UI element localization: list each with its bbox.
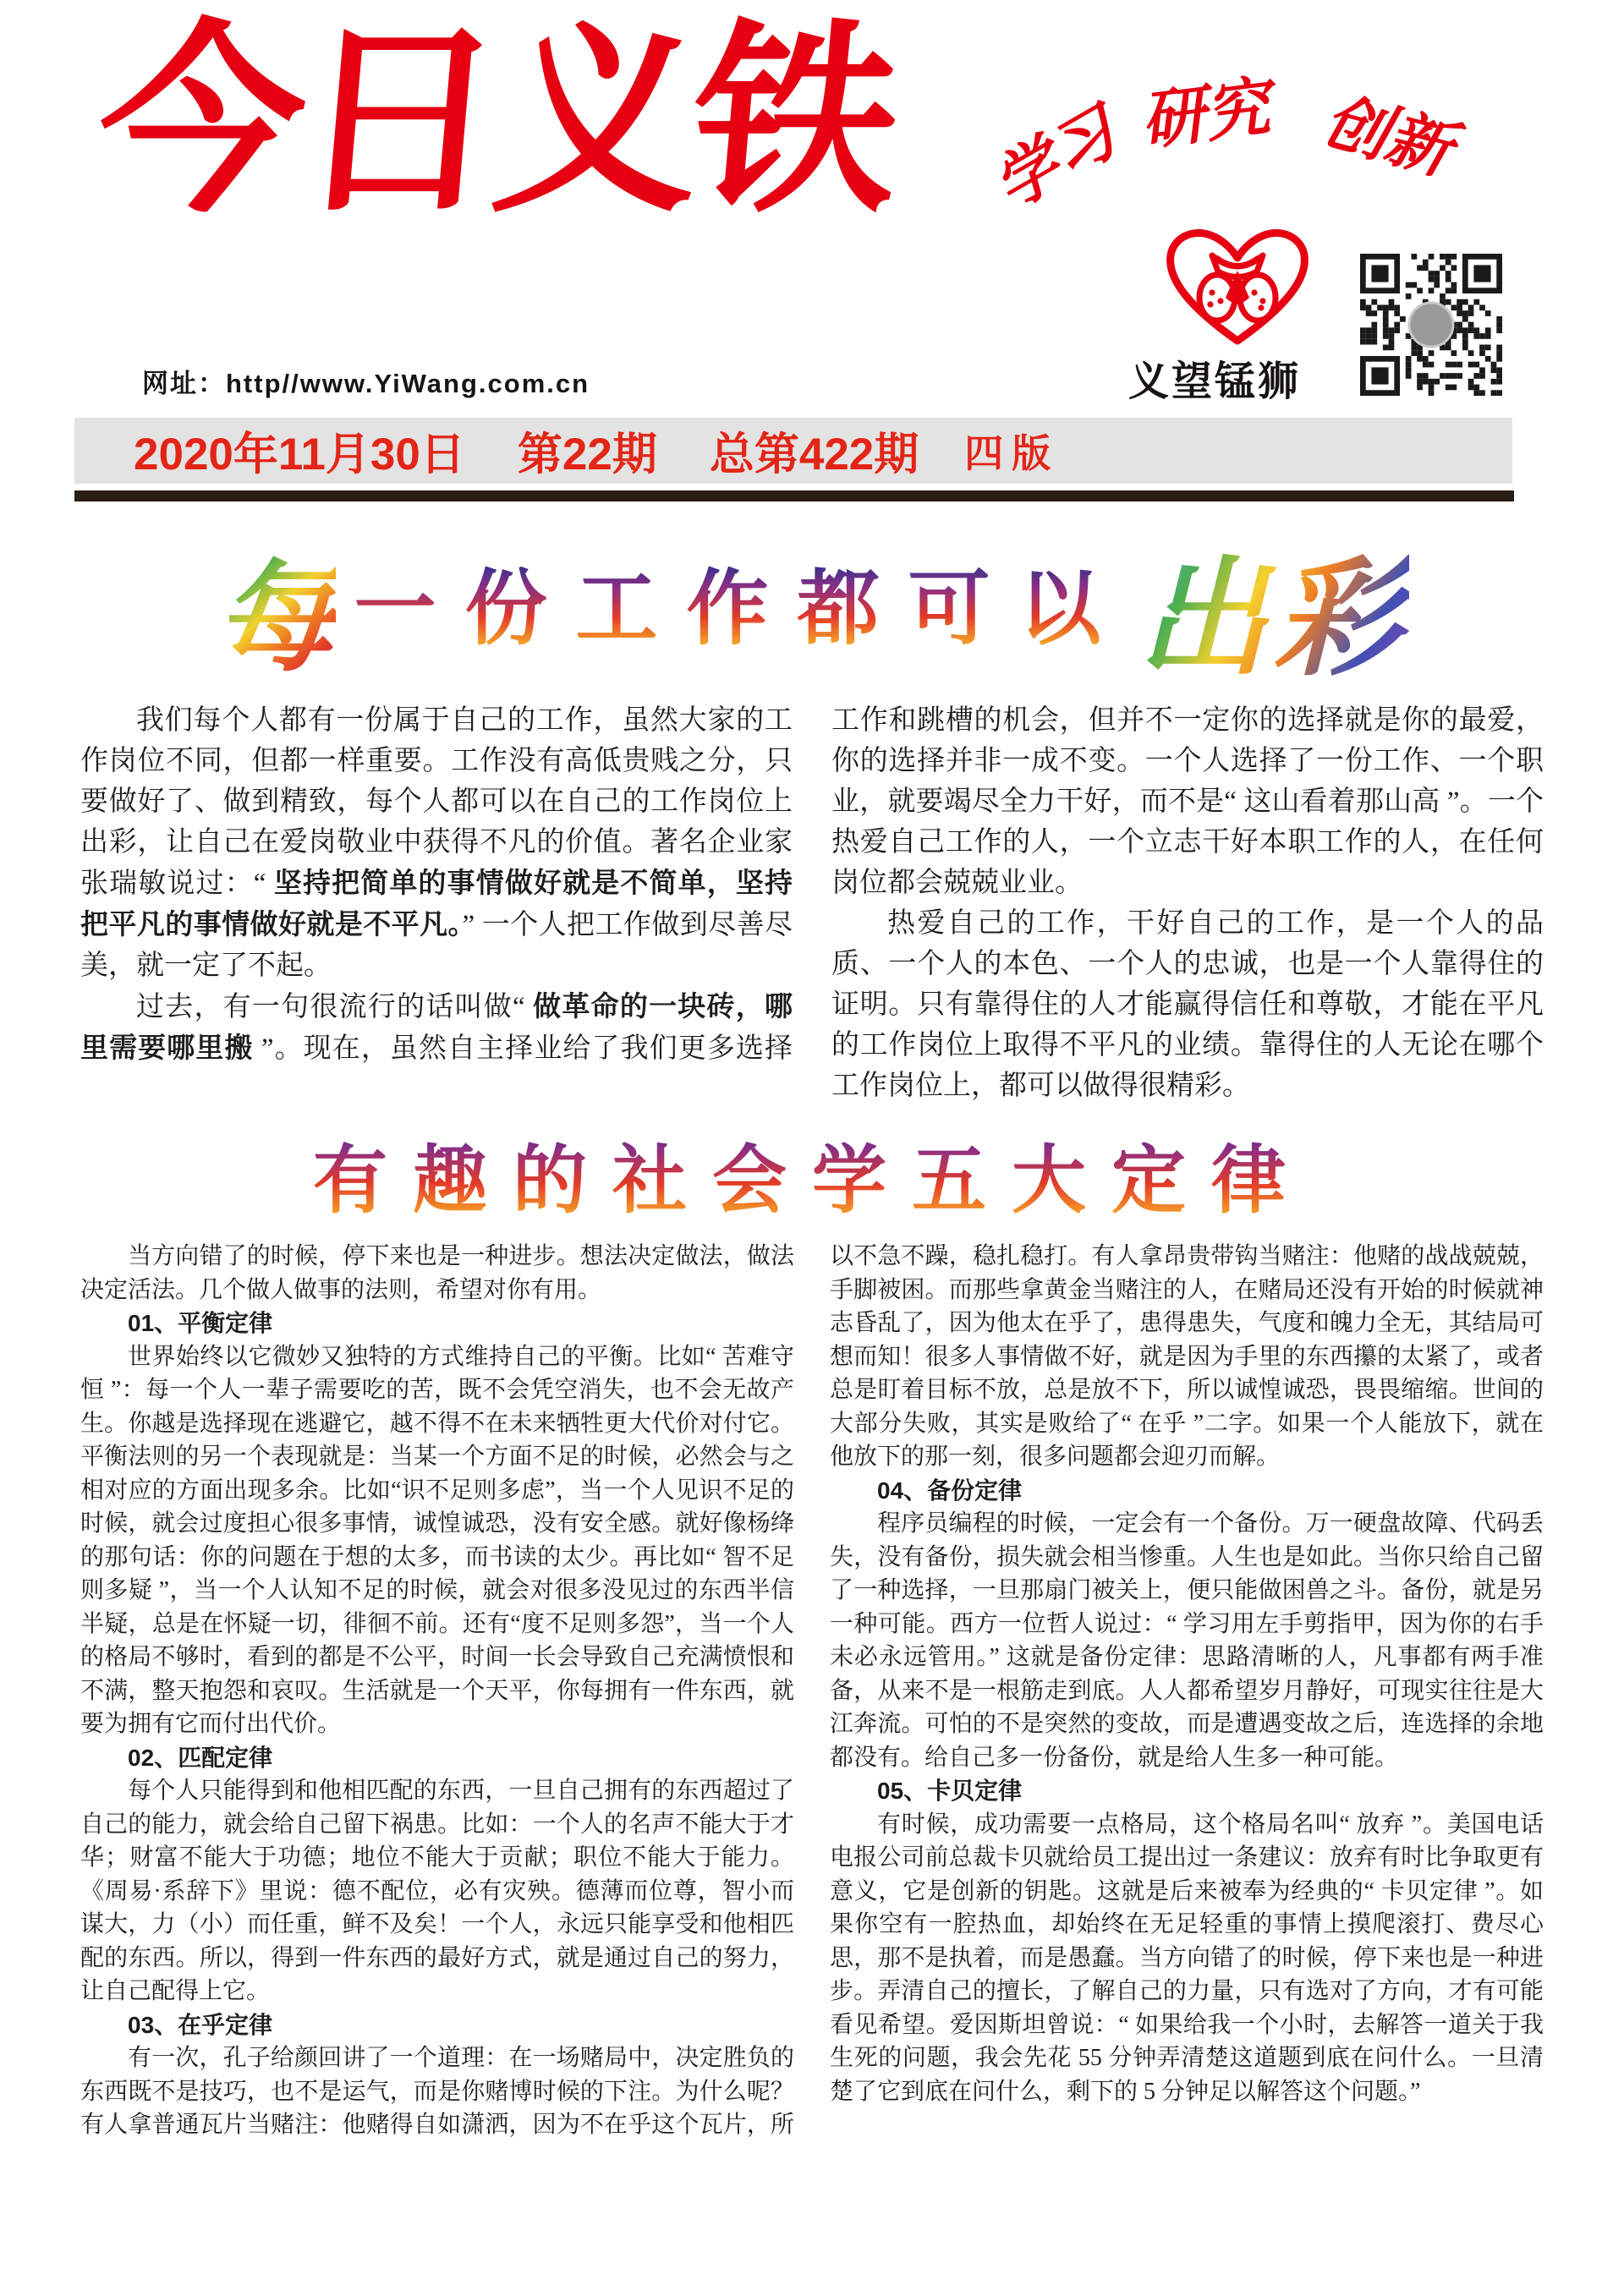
paragraph: 过去，有一句很流行的话叫做“ 做革命的一块砖，哪里需要哪里搬 ”。现在，虽然自主择业给了我们更多选择工作和跳槽的机会，但并不一定你的选择就是你的最爱，你的选择并非一成不变。一个人选择了一份工作、一个职业，就要竭尽全力干好，而不是“ 这山看着那山高 ”。一个热爱自己工作的人，一个立志干好本职工作的人，在任何岗位都会兢兢业业。 <box>80 705 1544 1064</box>
paragraph: 有一次，孔子给颜回讲了一个道理：在一场赌局中，决定胜负的东西既不是技巧，也不是运气，而是你赌博时候的下注。为什么呢？有人拿普通瓦片当赌注：他赌得自如潇洒，因为不在乎这个瓦片，所以不急不躁，稳扎稳打。有人拿昂贵带钩当赌注：他赌的战战兢兢，手脚被困。而那些拿黄金当赌注的人，在赌局还没有开始的时候就神志昏乱了，因为他太在乎了，患得患失，气度和魄力全无，其结局可想而知！很多人事情做不好，就是因为手里的东西攥的太紧了，或者总是盯着目标不放，总是放不下，所以诚惶诚恐，畏畏缩缩。世间的大部分失败，其实是败给了“ 在乎 ”二字。如果一个人能放下，就在他放下的那一刻，很多问题都会迎刃而解。 <box>80 1243 1544 2138</box>
paragraph: 每个人只能得到和他相匹配的东西，一旦自己拥有的东西超过了自己的能力，就会给自己留下祸患。比如：一个人的名声不能大于才华；财富不能大于功德；地位不能大于贡献；职位不能大于能力。《周易·系辞下》里说：德不配位，必有灾殃。德薄而位尊，智小而谋大，力（小）而任重，鲜不及矣！一个人，永远只能享受和他相匹配的东西。所以，得到一件东西的最好方式，就是通过自己的努力，让自己配得上它。 <box>80 1778 794 2004</box>
article1-title-mid: 一份工作都可以 <box>354 564 1130 655</box>
section-heading: 04、备份定律 <box>877 1477 1023 1504</box>
dateline-bar <box>74 418 1512 484</box>
paragraph: 世界始终以它微妙又独特的方式维持自己的平衡。比如“ 苦难守恒 ”：每一个人一辈子需要吃的苦，既不会凭空消失，也不会无故产生。你越是选择现在逃避它，越不得不在未来牺牲更大代价对付它。平衡法则的另一个表现就是：当某一个方面不足的时候，必然会与之相对应的方面出现多余。比如“识不足则多虑”，当一个人见识不足的时候，就会过度担心很多事情，诚惶诚恐，没有安全感。就好像杨绛的那句话：你的问题在于想的太多，而书读的太少。再比如“ 智不足则多疑 ”，当一个人认知不足的时候，就会对很多没见过的东西半信半疑，总是在怀疑一切，徘徊不前。还有“度不足则多怨”，当一个人的格局不够时，看到的都是不公平，时间一长会导致自己充满愤恨和不满，整天抱怨和哀叹。生活就是一个天平，你每拥有一件东西，就要为拥有它而付出代价。 <box>80 1343 794 1737</box>
article1-body <box>80 700 1544 1106</box>
slogan-learn: 学习 <box>979 94 1130 224</box>
section-heading: 05、卡贝定律 <box>877 1778 1023 1804</box>
paragraph: 有时候，成功需要一点格局，这个格局名叫“ 放弃 ”。美国电话电报公司前总裁卡贝就给员工提出过一条建议：放弃有时比争取更有意义，它是创新的钥匙。这就是后来被奉为经典的“ 卡贝定律 ”。如果你空有一腔热血，却始终在无足轻重的事情上摸爬滚打、费尽心思，那不是执着，而是愚蠢。当方向错了的时候，停下来也是一种进步。弄清自己的擅长，了解自己的力量，只有选对了方向，才有可能看见希望。爱因斯坦曾说：“ 如果给我一个小时，去解答一道关于我生死的问题，我会先花 55 分钟弄清楚这道题到底在问什么。一旦清楚了它到底在问什么，剩下的 5 分钟足以解答这个问题。” <box>830 1811 1544 2105</box>
slogan-innovate: 创新 <box>1315 82 1460 189</box>
paragraph: 热爱自己的工作，干好自己的工作，是一个人的品质、一个人的本色、一个人的忠诚，也是一个人靠得住的证明。只有靠得住的人才能赢得信任和尊敬，才能在平凡的工作岗位上取得不平凡的业绩。靠得住的人无论在哪个工作岗位上，都可以做得很精彩。 <box>831 908 1544 1101</box>
section-heading: 01、平衡定律 <box>128 1310 273 1336</box>
article1-title-lead: 每 <box>215 552 336 686</box>
article1-title <box>0 516 1624 700</box>
divider-rule <box>74 490 1514 501</box>
section-heading: 02、匹配定律 <box>128 1744 273 1771</box>
lion-heart-logo-icon <box>1160 218 1314 347</box>
paragraph: 程序员编程的时候，一定会有一个备份。万一硬盘故障、代码丢失，没有备份，损失就会相当惨重。人生也是如此。当你只给自己留了一种选择，一旦那扇门被关上，便只能做困兽之斗。备份，就是另一种可能。西方一位哲人说过：“ 学习用左手剪指甲，因为你的右手未必永远管用。” 这就是备份定律：思路清晰的人，凡事都有两手准备，从来不是一根筋走到底。人人都希望岁月静好，可现实往往是大江奔流。可怕的不是突然的变故，而是遭遇变故之后，连选择的余地都没有。给自己多一份备份，就是给人生多一种可能。 <box>830 1510 1544 1771</box>
edition-number: 四版 <box>964 431 1060 475</box>
section-heading: 03、在乎定律 <box>128 2011 273 2038</box>
paragraph: 我们每个人都有一份属于自己的工作，虽然大家的工作岗位不同，但都一样重要。工作没有高低贵贱之分，只要做好了、做到精致，每个人都可以在自己的工作岗位上出彩，让自己在爱岗敬业中获得不凡的价值。著名企业家张瑞敏说过：“ 坚持把简单的事情做好就是不简单，坚持把平凡的事情做好就是不平凡。” 一个人把工作做到尽善尽美，就一定了不起。 <box>80 705 793 981</box>
site-url-text: 网址：http//www.YiWang.com.cn <box>142 369 590 398</box>
logo-caption: 义望锰狮 <box>1128 359 1302 404</box>
issue-number: 第22期 <box>517 430 657 479</box>
date-text: 2020年11月30日 <box>134 430 465 479</box>
paragraph: 当方向错了的时候，停下来也是一种进步。想法决定做法，做法决定活法。几个做人做事的法则，希望对你有用。 <box>80 1243 794 1303</box>
total-issue-number: 总第422期 <box>709 430 919 479</box>
slogan-research: 研究 <box>1136 68 1274 159</box>
masthead-title: 今日义铁 <box>89 1 903 241</box>
article2-body <box>80 1240 1544 2142</box>
article1-title-tail: 出彩 <box>1138 549 1409 691</box>
qr-code <box>1360 254 1502 396</box>
article2-title: 有趣的社会学五大定律 <box>0 1121 1624 1228</box>
